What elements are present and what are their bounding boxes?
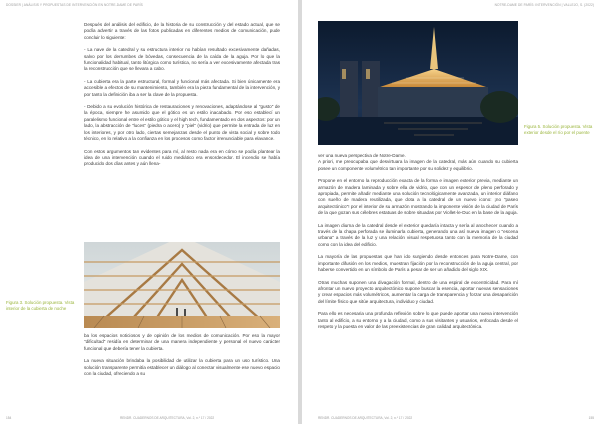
right-page-number: 155 <box>588 416 594 420</box>
paragraph: ver una nueva perspectiva de Notre-Dame. A priori, me preocupaba que desvirtuara la imagen de la catedral, más aún cuando su cubierta posee un componente volumétrico tan importante por su solidez y equilibrio. <box>318 153 518 171</box>
figure-5-exterior-night-photo <box>318 21 518 145</box>
left-page <box>0 0 298 424</box>
paragraph: Para ello es necesaria una profunda reflexión sobre lo que puede aportar una nueva intervención tanto al edificio, a su entorno y a la ciudad, como a sus visitantes y usuarios, enfocada desde el respeto y la puesta en valor de las preexistencias de gran calidad arquitectónica. <box>318 311 518 329</box>
paragraph: Después del análisis del edificio, de la historia de su construcción y del estado actual, que se podía advertir a través de las fotos publicadas en diferentes medios de comunicación, pude concluir lo siguiente: <box>84 22 280 40</box>
left-text-column-top <box>84 22 280 174</box>
paragraph: ba los espacios noticiosos y de opinión de los medios de comunicación. Por eso la mayor "dificultad" residía en determinar de una manera independiente y personal el nuevo carácter funcional que debería tener la cubierta. <box>84 333 280 351</box>
left-text-column-bottom <box>84 333 280 383</box>
right-running-header: NOTRE-DAME DE PARÍS: INTERVENCIÓN | VALLEJO, S. (2022) <box>494 3 594 7</box>
interior-roof-image <box>84 242 280 328</box>
left-footer-journal: RENDR. CUADERNOS DE ARQUITECTURA, Vol. 2, n.º 17 / 2022 <box>120 416 215 420</box>
left-page-number: 154 <box>6 416 12 420</box>
right-text-column <box>318 153 518 336</box>
cathedral-night-image <box>318 21 518 145</box>
figure-3-caption: Figura 3. Solución propuesta. Vista interior de la cubierta de noche <box>6 300 75 311</box>
left-running-header: DOSSIER | ANÁLISIS Y PROPUESTAS DE INTERVENCIÓN EN NOTRE-DAME DE PARÍS <box>6 3 143 7</box>
figure-5-caption: Figura 5. Solución propuesta. Vista exterior desde el río por el puente <box>524 124 593 135</box>
paragraph: Con estos argumentos tan evidentes para mí, al resto nada era en cómo se podía plantear la idea de una intervención cuando el ruido mediático era ensordecedor. El incendio se había producido dos días antes y aún llena- <box>84 148 280 167</box>
right-page <box>302 0 600 424</box>
paragraph: - Debido a su evolución histórica de restauraciones y renovaciones, adaptándose al "gusto" de la época, siempre he asumido que el gótico es un estilo inacabado. Por eso establecí un paralelismo funcional entre el estilo gótico y el high tech, fundamentado en dos aspectos: por un lado, la abstracción de "luces" (piedra o acero) y "piel" (vidrio) que permite la entrada de luz en los interiores, y por otro lado, ciertas semejanzas desde el punto de vista social y sobre todo técnico, en lo relativo a la confianza en los procesos como factor irrenunciable para elavance. <box>84 104 280 142</box>
paragraph: - La cubierta era la parte estructural, formal y funcional más afectada. Si bien únicamente era accesible a efectos de su mantenimiento, también era la pieza fundamental de la intervención, y por tanto la definición iba a ser la clave de la propuesta. <box>84 78 280 97</box>
paragraph: - La nave de la catedral y su estructura interior no habían resultado excesivamente dañadas, salvo por los derrumbes de bóvedas, consecuencia de la caída de la aguja. Por lo que la funcionalidad habitual, tanto litúrgica como turística, no sería a ver excesivamente afectada tras la reconstrucción que se llevara a cabo. <box>84 47 280 72</box>
paragraph: La nueva situación brindaba la posibilidad de utilizar la cubierta para un uso turístico. Una solución transparente permitía establecer un diálogo al conectar visualmente ese nuevo espacio con la ciudad, ofreciendo a su <box>84 358 280 377</box>
figure-3-interior-roof-photo <box>84 242 280 328</box>
paragraph: Otras muchas suponen una divagación formal, dentro de una espiral de excentricidad. Para mí afrontar un nuevo proyecto arquitectónico supone buscar la esencia, aportar nuevas sensaciones y crear espacios más volumétricos, aumentar la carga de transparencia y forzar una desaparición del límite físico que sitúe arquitectura, individuo y ciudad. <box>318 279 518 304</box>
right-footer-journal: RENDR. CUADERNOS DE ARQUITECTURA, Vol. 2, n.º 17 / 2022 <box>318 416 413 420</box>
paragraph: La mayoría de las propuestas que han ido surgiendo desde entonces para Notre-Dame, con importante difusión en los medios, muestran fijación por la reconstrucción de la aguja central, por haberse convertido en un símbolo de París a pesar de ser un añadido del siglo XIX. <box>318 254 518 273</box>
paragraph: Propone en el entorno la reproducción exacta de la forma e imagen exterior previa, mediante un armazón de madera laminada y sobre ella de vidrio, que con un espesor de pleno perforado y apropiada, permite añadir mediante una solución tecnológicamente avanzada, un interior diáfano con sueño de madera reutilizada, que dota a la catedral de un nuevo icono: ¡no "paseo arquitectónico"! por el interior de su armazón mostrando la imponente visión de la ciudad de París de la que gozan sus célebres estatuas de sobre situadas por Viollet-le-Duc en la base de la aguja. <box>318 178 518 216</box>
paragraph: La imagen diurna de la catedral desde el exterior quedaría intacta y sería al anochecer cuando a través de la chapa perforada se iluminarla cubierta, generando una así nueva imagen o "escena urbana" a través de la luz y una relación visual respetuosa tanto con la memoria de la ciudad como con la idea del edificio. <box>318 222 518 247</box>
